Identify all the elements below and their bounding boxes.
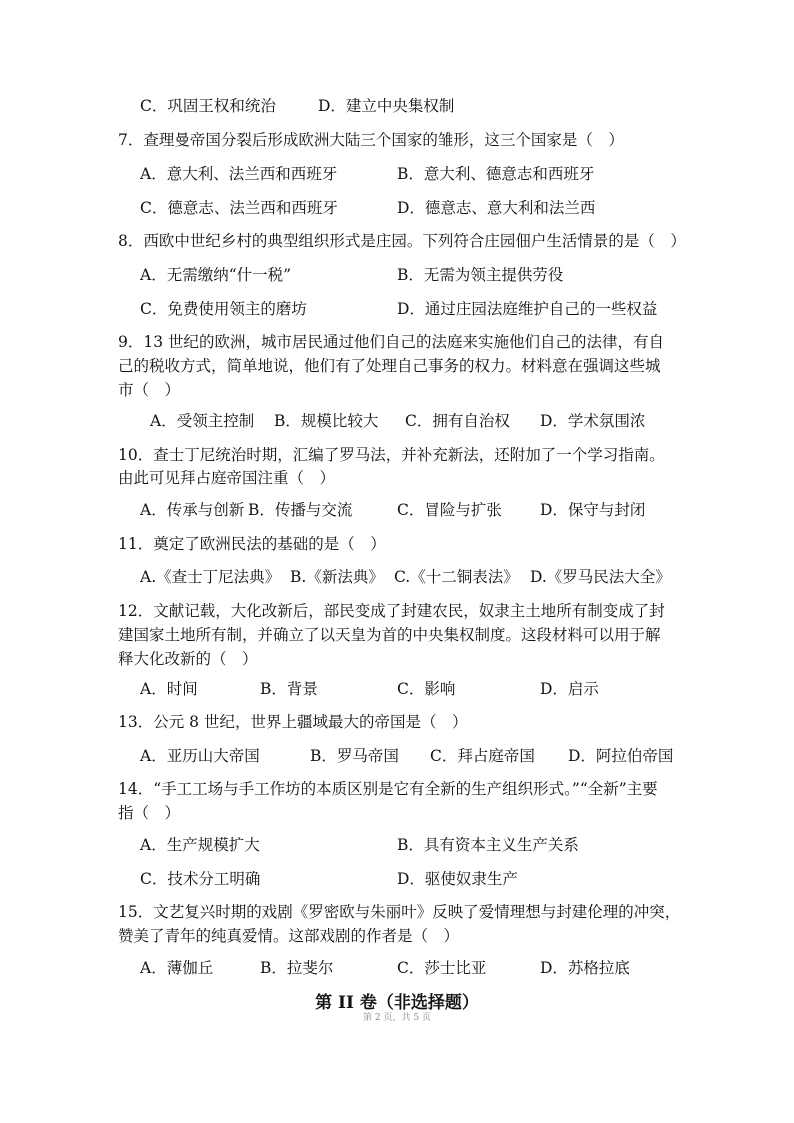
q15-option-b: B．拉斐尔: [260, 959, 334, 977]
q9-option-c: C．拥有自治权: [405, 412, 510, 430]
q10-option-d: D．保守与封闭: [540, 501, 646, 519]
q7-option-b: B．意大利、德意志和西班牙: [397, 165, 595, 183]
q12-stem-line-1: 12．文献记载，大化改新后，部民变成了封建农民，奴隶主土地所有制变成了封: [118, 602, 665, 620]
q13-option-c: C．拜占庭帝国: [430, 747, 535, 765]
q15-option-c: C．莎士比亚: [397, 959, 487, 977]
q8-option-c: C．免费使用领主的磨坊: [140, 300, 307, 318]
q10-stem-line-2: 由此可见拜占庭帝国注重（ ）: [118, 469, 336, 487]
q12-option-a: A．时间: [140, 680, 198, 698]
q13-option-d: D．阿拉伯帝国: [568, 747, 674, 765]
q15-stem-line-1: 15．文艺复兴时期的戏剧《罗密欧与朱丽叶》反映了爱情理想与封建伦理的冲突，: [118, 903, 681, 921]
page-footer: 第 2 页，共 5 页: [363, 1013, 431, 1023]
q14-option-d: D．驱使奴隶生产: [397, 870, 518, 888]
q10-option-a: A．传承与创新: [140, 501, 245, 519]
q13-option-a: A．亚历山大帝国: [140, 747, 260, 765]
q11-option-b: B.《新法典》: [290, 568, 384, 586]
q9-option-b: B．规模比较大: [274, 412, 379, 430]
q12-stem-line-3: 释大化改新的（ ）: [118, 650, 258, 668]
q8-option-d: D．通过庄园法庭维护自己的一些权益: [397, 300, 658, 318]
q10-option-b: B．传播与交流: [248, 501, 353, 519]
q12-option-d: D．启示: [540, 680, 599, 698]
q14-option-a: A．生产规模扩大: [140, 836, 260, 854]
q9-stem-line-1: 9．13 世纪的欧洲，城市居民通过他们自己的法庭来实施他们自己的法律，有自: [118, 333, 665, 351]
q11-option-a: A.《查士丁尼法典》: [140, 568, 281, 586]
q15-option-d: D．苏格拉底: [540, 959, 630, 977]
q9-stem-line-3: 市（ ）: [118, 381, 181, 399]
q12-stem-line-2: 建国家土地所有制，并确立了以天皇为首的中央集权制度。这段材料可以用于解: [118, 626, 661, 644]
q12-option-b: B．背景: [260, 680, 318, 698]
q7-option-d: D．德意志、意大利和法兰西: [397, 199, 596, 217]
q13-option-b: B．罗马帝国: [310, 747, 399, 765]
q6-option-c: C．巩固王权和统治: [140, 97, 276, 115]
q9-option-a: A．受领主控制: [150, 412, 255, 430]
q13-stem: 13．公元 8 世纪，世界上疆域最大的帝国是（ ）: [118, 713, 468, 731]
q8-option-b: B．无需为领主提供劳役: [397, 266, 564, 284]
q11-option-d: D.《罗马民法大全》: [530, 568, 671, 586]
q14-stem-line-1: 14．“手工工场与手工作坊的本质区别是它有全新的生产组织形式。”“全新”主要: [118, 780, 658, 798]
q9-option-d: D．学术氛围浓: [540, 412, 646, 430]
section-title: 第 II 卷（非选择题）: [315, 993, 479, 1013]
q10-stem-line-1: 10．查士丁尼统治时期，汇编了罗马法，并补充新法，还附加了一个学习指南。: [118, 446, 665, 464]
q15-stem-line-2: 赞美了青年的纯真爱情。这部戏剧的作者是（ ）: [118, 927, 460, 945]
q7-option-c: C．德意志、法兰西和西班牙: [140, 199, 338, 217]
q6-option-d: D．建立中央集权制: [318, 97, 455, 115]
q14-option-c: C．技术分工明确: [140, 870, 261, 888]
q8-option-a: A．无需缴纳“什一税”: [140, 266, 292, 284]
q14-stem-line-2: 指（ ）: [118, 804, 181, 822]
q7-option-a: A．意大利、法兰西和西班牙: [140, 165, 338, 183]
q7-stem: 7．查理曼帝国分裂后形成欧洲大陆三个国家的雏形，这三个国家是（ ）: [118, 131, 624, 149]
q14-option-b: B．具有资本主义生产关系: [397, 836, 579, 854]
q12-option-c: C．影响: [397, 680, 456, 698]
q15-option-a: A．薄伽丘: [140, 959, 214, 977]
q11-stem: 11．奠定了欧洲民法的基础的是（ ）: [118, 535, 386, 553]
q8-stem: 8．西欧中世纪乡村的典型组织形式是庄园。下列符合庄园佃户生活情景的是（ ）: [118, 232, 686, 250]
q10-option-c: C．冒险与扩张: [397, 501, 502, 519]
q11-option-c: C.《十二铜表法》: [394, 568, 519, 586]
q9-stem-line-2: 己的税收方式，简单地说，他们有了处理自己事务的权力。材料意在强调这些城: [118, 357, 661, 375]
